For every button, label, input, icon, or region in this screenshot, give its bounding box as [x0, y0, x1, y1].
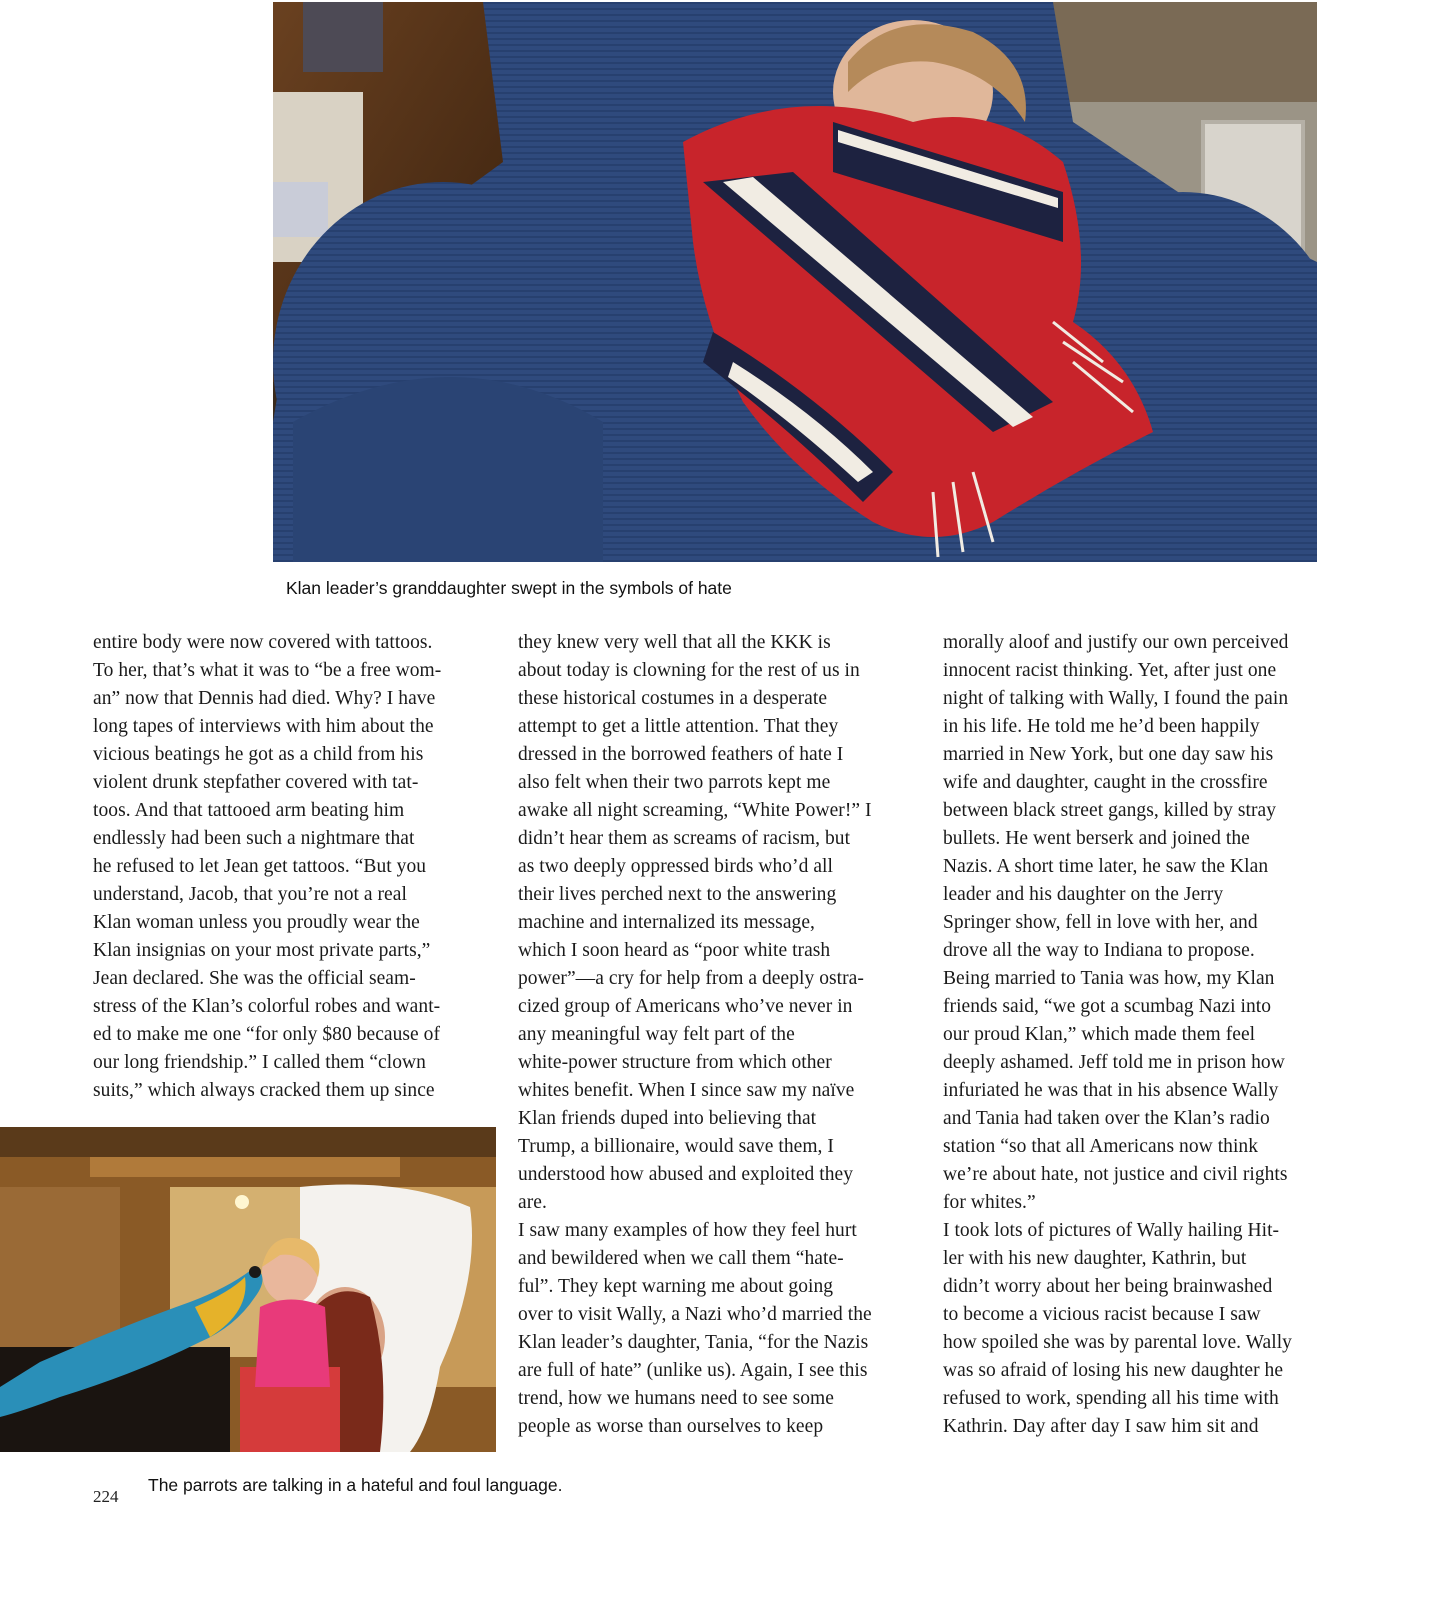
text-line: and Tania had taken over the Klan’s radio [943, 1108, 1270, 1129]
text-line: infuriated he was that in his absence Wally [943, 1080, 1279, 1101]
text-line: deeply ashamed. Jeff told me in prison how [943, 1052, 1285, 1073]
text-line: also felt when their two parrots kept me [518, 772, 831, 793]
text-line: night of talking with Wally, I found the pain [943, 688, 1289, 709]
text-line: innocent racist thinking. Yet, after just one [943, 660, 1277, 681]
text-line: to become a vicious racist because I saw [943, 1304, 1261, 1325]
text-line: was so afraid of losing his new daughter he [943, 1360, 1284, 1381]
text-line: refused to work, spending all his time with [943, 1388, 1279, 1409]
text-line: ed to make me one “for only $80 because of [93, 1024, 441, 1045]
text-line: Nazis. A short time later, he saw the Klan [943, 856, 1269, 877]
photo-parrot-family [0, 1127, 496, 1452]
text-line: To her, that’s what it was to “be a free wom- [93, 660, 442, 681]
text-column-3 [943, 629, 1345, 1441]
text-line: awake all night screaming, “White Power!” I [518, 800, 872, 821]
text-line: station “so that all Americans now think [943, 1136, 1259, 1157]
text-line: he refused to let Jean get tattoos. “But you [93, 856, 427, 877]
text-line: violent drunk stepfather covered with tat- [93, 772, 419, 793]
text-line: I took lots of pictures of Wally hailing Hit- [943, 1220, 1280, 1241]
text-line: long tapes of interviews with him about the [93, 716, 434, 737]
text-line: Klan woman unless you proudly wear the [93, 912, 420, 933]
text-line: Kathrin. Day after day I saw him sit and [943, 1416, 1259, 1437]
text-line: whites benefit. When I since saw my naïve [518, 1080, 855, 1101]
text-line: power”—a cry for help from a deeply ostra- [518, 968, 864, 989]
text-line: I saw many examples of how they feel hurt [518, 1220, 857, 1241]
text-column-1 [93, 629, 495, 1105]
photo-bottom-caption: The parrots are talking in a hateful and foul language. [148, 1475, 563, 1495]
text-line: friends said, “we got a scumbag Nazi into [943, 996, 1272, 1017]
text-line: our long friendship.” I called them “clown [93, 1052, 426, 1073]
text-line: an” now that Dennis had died. Why? I have [93, 688, 436, 709]
text-line: which I soon heard as “poor white trash [518, 940, 831, 961]
text-line: they knew very well that all the KKK is [518, 632, 831, 653]
text-line: married in New York, but one day saw his [943, 744, 1274, 765]
text-line: their lives perched next to the answering [518, 884, 837, 905]
text-line: Klan leader’s daughter, Tania, “for the Nazis [518, 1332, 869, 1353]
text-line: Springer show, fell in love with her, and [943, 912, 1258, 933]
text-line: wife and daughter, caught in the crossfire [943, 772, 1268, 793]
text-line: how spoiled she was by parental love. Wally [943, 1332, 1292, 1353]
text-line: over to visit Wally, a Nazi who’d married the [518, 1304, 872, 1325]
text-line: didn’t hear them as screams of racism, but [518, 828, 851, 849]
text-column-2 [518, 629, 920, 1441]
text-line: leader and his daughter on the Jerry [943, 884, 1224, 905]
photo-sleeping-child [273, 2, 1317, 562]
text-line: Klan insignias on your most private parts,” [93, 940, 431, 961]
text-line: drove all the way to Indiana to propose. [943, 940, 1255, 961]
text-line: white-power structure from which other [518, 1052, 832, 1073]
text-line: these historical costumes in a desperate [518, 688, 828, 709]
page-number: 224 [93, 1487, 119, 1506]
text-line: are. [518, 1192, 547, 1213]
text-line: and bewildered when we call them “hate- [518, 1248, 844, 1269]
text-line: in his life. He told me he’d been happily [943, 716, 1260, 737]
text-line: as two deeply oppressed birds who’d all [518, 856, 833, 877]
text-line: entire body were now covered with tattoos. [93, 632, 433, 653]
text-line: for whites.” [943, 1192, 1036, 1213]
text-line: ler with his new daughter, Kathrin, but [943, 1248, 1247, 1269]
text-line: are full of hate” (unlike us). Again, I see this [518, 1360, 868, 1381]
text-line: understood how abused and exploited they [518, 1164, 854, 1185]
text-line: about today is clowning for the rest of us in [518, 660, 860, 681]
text-line: bullets. He went berserk and joined the [943, 828, 1250, 849]
text-line: cized group of Americans who’ve never in [518, 996, 853, 1017]
text-line: didn’t worry about her being brainwashed [943, 1276, 1273, 1297]
text-line: people as worse than ourselves to keep [518, 1416, 824, 1437]
text-line: morally aloof and justify our own perceived [943, 632, 1289, 653]
text-line: Jean declared. She was the official seam- [93, 968, 416, 989]
text-line: endlessly had been such a nightmare that [93, 828, 415, 849]
text-line: trend, how we humans need to see some [518, 1388, 834, 1409]
text-line: Trump, a billionaire, would save them, I [518, 1136, 834, 1157]
text-line: attempt to get a little attention. That they [518, 716, 839, 737]
text-line: vicious beatings he got as a child from his [93, 744, 424, 765]
text-line: ful”. They kept warning me about going [518, 1276, 834, 1297]
text-line: suits,” which always cracked them up since [93, 1080, 435, 1101]
text-line: machine and internalized its message, [518, 912, 815, 933]
text-line: Being married to Tania was how, my Klan [943, 968, 1275, 989]
text-line: stress of the Klan’s colorful robes and want- [93, 996, 441, 1017]
photo-top-caption: Klan leader’s granddaughter swept in the symbols of hate [286, 578, 732, 598]
text-line: any meaningful way felt part of the [518, 1024, 795, 1045]
text-line: our proud Klan,” which made them feel [943, 1024, 1256, 1045]
text-line: dressed in the borrowed feathers of hate I [518, 744, 844, 765]
text-line: understand, Jacob, that you’re not a real [93, 884, 407, 905]
text-line: between black street gangs, killed by stray [943, 800, 1277, 821]
text-line: Klan friends duped into believing that [518, 1108, 817, 1129]
text-line: we’re about hate, not justice and civil rights [943, 1164, 1288, 1185]
text-line: toos. And that tattooed arm beating him [93, 800, 405, 821]
